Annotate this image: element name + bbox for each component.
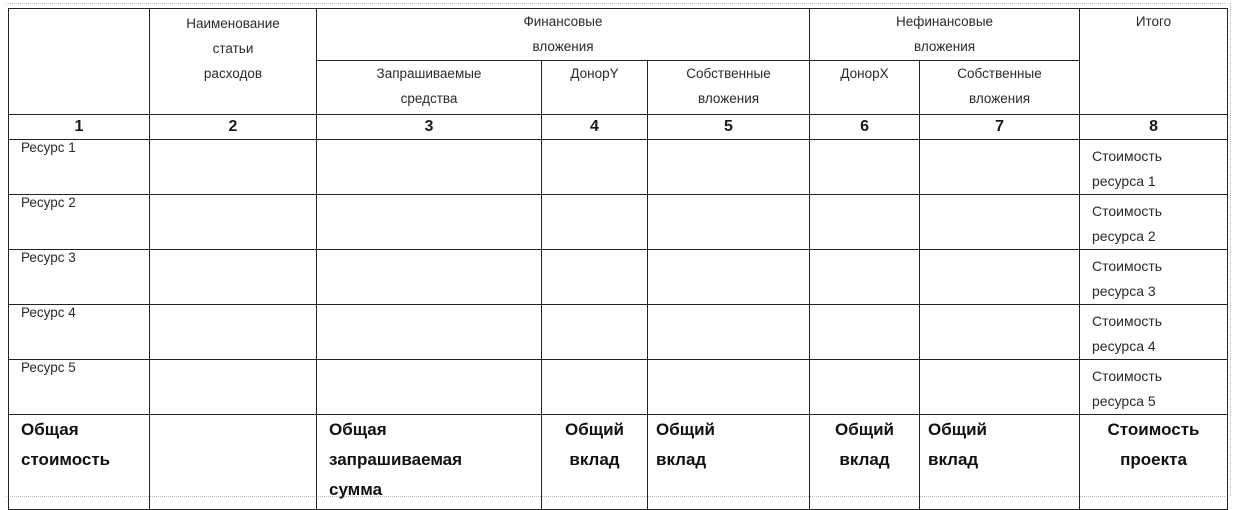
header-own-financial: Собственные вложения [648, 61, 810, 115]
total-project-cost: Стоимость проекта [1080, 415, 1228, 510]
header-financial: Финансовые вложения [317, 9, 810, 61]
table-row [9, 360, 1228, 415]
table-row [9, 250, 1228, 305]
table-row [9, 195, 1228, 250]
total-cost: Общая стоимость [9, 415, 150, 510]
table-row [9, 305, 1228, 360]
totals-row [9, 415, 1228, 510]
column-number: 7 [920, 115, 1080, 140]
resource-name: Ресурс 3 [9, 250, 150, 305]
page-border-right [1230, 3, 1231, 496]
total-contribution-donor-x: Общий вклад [810, 415, 920, 510]
header-donor-y: ДонорY [542, 61, 648, 115]
resource-name: Ресурс 2 [9, 195, 150, 250]
resource-cost: Стоимость ресурса 5 [1080, 360, 1228, 415]
resource-cost: Стоимость ресурса 1 [1080, 140, 1228, 195]
header-requested-funds: Запрашиваемые средства [317, 61, 542, 115]
column-number: 6 [810, 115, 920, 140]
total-empty-cell [150, 415, 317, 510]
header-nonfinancial: Нефинансовые вложения [810, 9, 1080, 61]
column-number: 2 [150, 115, 317, 140]
header-expense-item: Наименование статьи расходов [150, 9, 317, 115]
column-number: 4 [542, 115, 648, 140]
header-empty-cell [9, 9, 150, 115]
resource-name: Ресурс 5 [9, 360, 150, 415]
page-border-top [6, 3, 1225, 4]
header-total: Итого [1080, 9, 1228, 115]
column-numbers-row [9, 115, 1228, 140]
total-contribution-donor-y: Общий вклад [542, 415, 648, 510]
column-number: 5 [648, 115, 810, 140]
total-requested-sum: Общая запрашиваемая сумма [317, 415, 542, 510]
budget-table [8, 8, 1228, 510]
header-own-nonfinancial: Собственные вложения [920, 61, 1080, 115]
total-contribution-own-financial: Общий вклад [648, 415, 810, 510]
resource-name: Ресурс 1 [9, 140, 150, 195]
column-number: 3 [317, 115, 542, 140]
resource-cost: Стоимость ресурса 2 [1080, 195, 1228, 250]
column-number: 8 [1080, 115, 1228, 140]
resource-cost: Стоимость ресурса 3 [1080, 250, 1228, 305]
header-row-1 [9, 9, 1228, 61]
total-contribution-own-nonfinancial: Общий вклад [920, 415, 1080, 510]
resource-name: Ресурс 4 [9, 305, 150, 360]
table-row [9, 140, 1228, 195]
column-number: 1 [9, 115, 150, 140]
header-donor-x: ДонорX [810, 61, 920, 115]
resource-cost: Стоимость ресурса 4 [1080, 305, 1228, 360]
